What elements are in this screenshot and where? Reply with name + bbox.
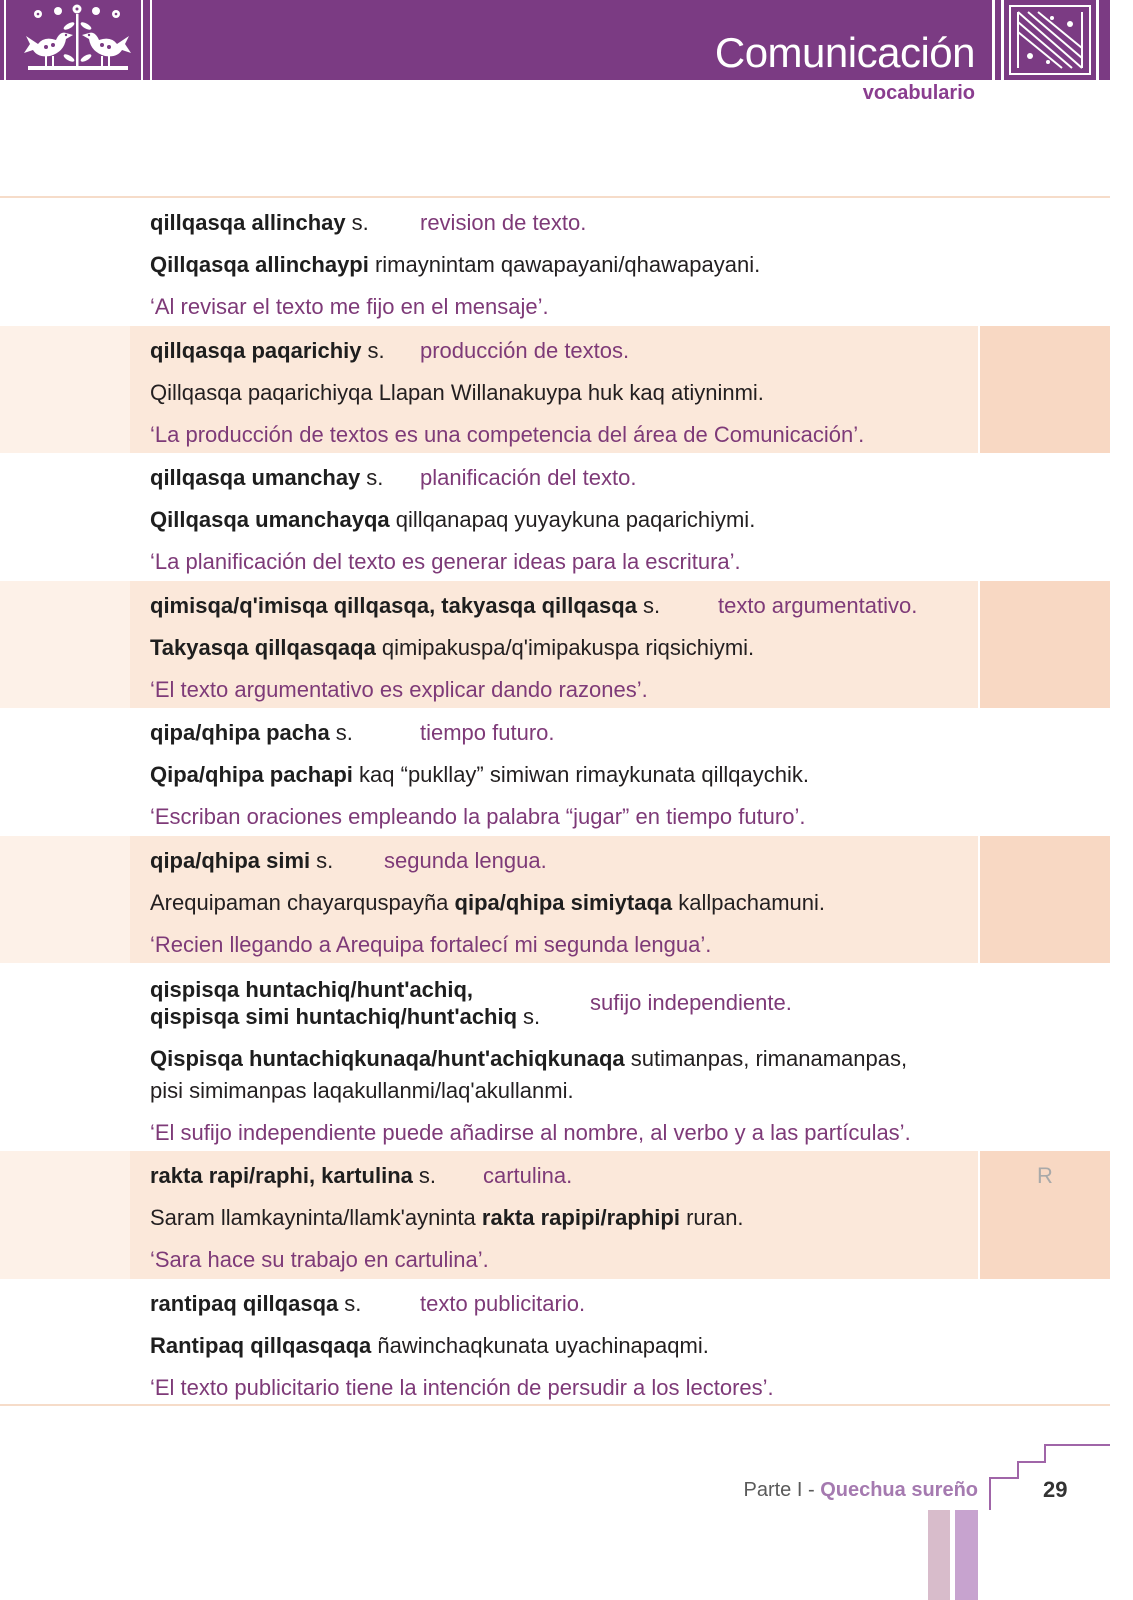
stair-step-line-icon (985, 1440, 1110, 1515)
entry-heading (150, 457, 960, 499)
example-sentence (150, 244, 960, 286)
headword: qispisqa simi huntachiq/hunt'achiq (150, 1003, 518, 1029)
vocab-entry (0, 326, 1110, 454)
example-translation: ‘El sufijo independiente puede añadirse al nombre, al verbo y a las partículas’. (150, 1120, 911, 1145)
example-translation: ‘Al revisar el texto me fijo en el mensaje’. (150, 294, 549, 319)
example-sentence (150, 754, 960, 796)
decorative-bar (928, 1510, 950, 1600)
example-translation: ‘La planificación del texto es generar ideas para la escritura’. (150, 549, 741, 574)
example-bold-term: Qipa/qhipa pachapi (150, 762, 353, 787)
gloss-translation: planificación del texto. (420, 465, 637, 490)
example-translation: ‘Recien llegando a Arequipa fortalecí mi segunda lengua’. (150, 931, 712, 957)
example-text: kallpachamuni. (672, 889, 826, 915)
example-sentence (150, 1325, 960, 1367)
example-translation: ‘El texto publicitario tiene la intención de persudir a los lectores’. (150, 1374, 774, 1400)
vocab-entry (0, 1151, 1110, 1279)
textile-birds-logo-icon (0, 0, 155, 80)
example-text: Saram llamkayninta/llamk'ayninta (150, 1205, 482, 1230)
gloss-translation: producción de textos. (420, 337, 630, 363)
footer-part: Parte I - (743, 1479, 821, 1501)
example-bold-term: Qillqasqa allinchaypi (150, 252, 369, 277)
headword: qipa/qhipa pacha (150, 720, 330, 745)
footer-language: Quechua sureño (820, 1479, 978, 1501)
entry-heading (150, 976, 960, 1030)
footer-label (743, 1478, 978, 1502)
example-bold-term: Qillqasqa umanchayqa (150, 507, 390, 532)
example-sentence (150, 499, 960, 541)
entry-heading (150, 202, 960, 244)
headword: qillqasqa umanchay (150, 465, 361, 490)
example-text: ñawinchaqkunata uyachinapaqmi. (371, 1332, 709, 1358)
entry-heading (150, 330, 960, 372)
gloss-translation: tiempo futuro. (420, 720, 555, 745)
entry-heading (150, 1283, 960, 1325)
example-text: rimaynintam qawapayani/qhawapayani. (368, 252, 761, 277)
gloss-translation: texto publicitario. (420, 1290, 586, 1316)
example-sentence (150, 1197, 960, 1239)
vocab-entry (0, 836, 1110, 964)
example-sentence (150, 882, 960, 924)
example-bold-term: Qispisqa huntachiqkunaqa/hunt'achiqkunaqa (150, 1046, 625, 1071)
decorative-bar (955, 1510, 978, 1600)
gloss-translation: sufijo independiente. (590, 989, 792, 1015)
part-of-speech: s. (351, 210, 369, 235)
alphabet-index-letter: R (1037, 1163, 1053, 1188)
gloss-translation: cartulina. (483, 1163, 573, 1188)
example-text: Qillqasqa paqarichiyqa Llapan Willanakuypa huk kaq atiyninmi. (150, 379, 764, 405)
example-translation: ‘Sara hace su trabajo en cartulina’. (150, 1247, 489, 1272)
example-text: qillqanapaq yuyaykuna paqarichiymi. (389, 507, 756, 532)
example-text: qimipakuspa/q'imipakuspa riqsichiymi. (375, 634, 755, 660)
vocab-entry (0, 453, 1110, 581)
part-of-speech: s. (366, 465, 384, 490)
bottom-divider (0, 1404, 1110, 1406)
part-of-speech: s. (418, 1163, 436, 1188)
headword: qispisqa huntachiq/hunt'achiq, (150, 976, 474, 1002)
example-sentence (150, 372, 960, 414)
part-of-speech: s. (642, 592, 661, 618)
part-of-speech: s. (523, 1003, 541, 1029)
example-bold-term: Takyasqa qillqasqaqa (150, 634, 376, 660)
part-of-speech: s. (335, 720, 353, 745)
example-bold-term: Rantipaq qillqasqaqa (150, 1332, 372, 1358)
headword: qipa/qhipa simi (150, 847, 311, 873)
section-subtitle: vocabulario (862, 82, 975, 104)
example-text: pisi simimanpas laqakullanmi/laq'akullanmi. (150, 1078, 574, 1103)
entry-heading (150, 840, 960, 882)
part-of-speech: s. (316, 847, 334, 873)
gloss-translation: texto argumentativo. (718, 592, 918, 618)
example-bold-term: rakta rapipi/raphipi (481, 1205, 680, 1230)
example-translation: ‘El texto argumentativo es explicar dando razones’. (150, 676, 648, 702)
gloss-translation: segunda lengua. (384, 847, 547, 873)
example-sentence (150, 1043, 960, 1107)
vocabulary-list (0, 198, 1110, 1406)
vocab-entry (0, 1279, 1110, 1407)
example-text: kaq “pukllay” simiwan rimaykunata qillqaychik. (352, 762, 809, 787)
headword: qillqasqa allinchay (150, 210, 346, 235)
entry-heading (150, 585, 960, 627)
section-title: Comunicación (714, 29, 975, 76)
example-translation: ‘Escriban oraciones empleando la palabra “jugar” en tiempo futuro’. (150, 804, 806, 829)
example-bold-term: qipa/qhipa simiytaqa (454, 889, 673, 915)
entry-heading (150, 712, 960, 754)
example-text: ruran. (679, 1205, 744, 1230)
example-sentence (150, 627, 960, 669)
vocab-entry (0, 963, 1110, 1151)
part-of-speech: s. (367, 337, 385, 363)
part-of-speech: s. (344, 1290, 362, 1316)
example-text: sutimanpas, rimanamanpas, (624, 1046, 908, 1071)
page-number: 29 (1043, 1477, 1068, 1502)
headword: rakta rapi/raphi, kartulina (150, 1163, 413, 1188)
headword: qillqasqa paqarichiy (150, 337, 362, 363)
entry-heading (150, 1155, 960, 1197)
example-text: Arequipaman chayarquspayña (150, 889, 455, 915)
geometric-pattern-icon (990, 0, 1110, 80)
vocab-entry (0, 198, 1110, 326)
vocab-entry (0, 581, 1110, 709)
headword: rantipaq qillqasqa (150, 1290, 339, 1316)
vocab-entry (0, 708, 1110, 836)
headword: qimisqa/q'imisqa qillqasqa, takyasqa qillqasqa (150, 592, 637, 618)
gloss-translation: revision de texto. (420, 210, 587, 235)
example-translation: ‘La producción de textos es una competencia del área de Comunicación’. (150, 421, 865, 447)
